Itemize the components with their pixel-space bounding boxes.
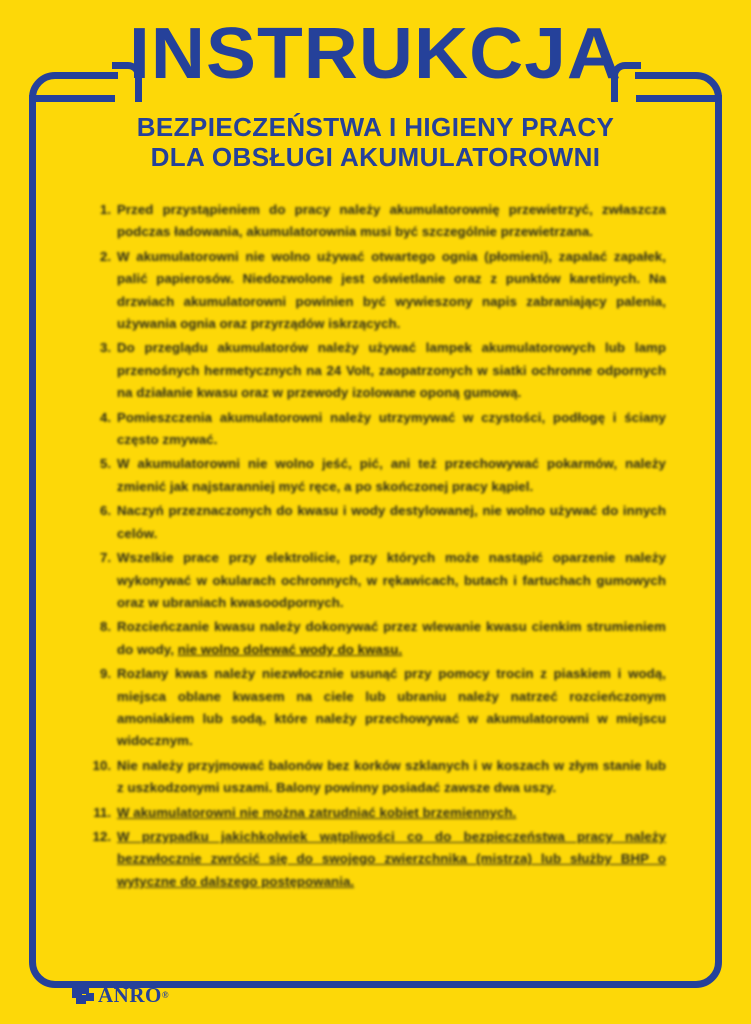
instruction-item <box>88 337 666 404</box>
border-stub-left <box>29 95 115 102</box>
instruction-item <box>88 547 666 614</box>
instruction-text: W akumulatorowni nie wolno używać otwartego ognia (płomieni), zapalać zapałek, palić papierosów. Niedozwolone jest oświetlanie oraz z punktów karetinych. Na drzwiach akumulatorowni powinien być wywieszony napis zabraniający palenia, używania ognia oraz przyrządów iskrzących. <box>117 248 666 332</box>
instruction-text: Do przeglądu akumulatorów należy używać lampek akumulatorowych lub lamp przenośnych hermetycznych na 24 Volt, zaopatrzonych w siatki ochronne odpornych na działanie kwasu oraz w przewody izolowane oponą gumową. <box>117 340 666 401</box>
instruction-item <box>88 500 666 545</box>
instruction-text: W akumulatorowni nie można zatrudniać kobiet brzemiennych. <box>117 804 517 820</box>
anro-blocks-icon <box>72 985 94 1005</box>
instruction-text: Wszelkie prace przy elektrolicie, przy których może nastąpić oparzenie należy wykonywać w okularach ochronnych, w rękawicach, butach i fartuchach gumowych oraz w ubraniach kwasoodpornych. <box>117 550 666 610</box>
border-stub-right <box>636 95 722 102</box>
anro-logo-text: ANRO <box>98 982 162 1007</box>
anro-logo <box>72 982 169 1008</box>
instruction-number: 1. <box>100 202 111 217</box>
page-title: INSTRUKCJA <box>129 14 622 94</box>
instruction-list <box>88 199 666 895</box>
instruction-number: 9. <box>100 666 111 682</box>
instruction-number: 2. <box>100 248 111 264</box>
instruction-number: 7. <box>100 550 111 566</box>
instruction-text: W akumulatorowni nie wolno jeść, pić, ani też przechowywać pokarmów, należy zmienić jak najstaranniej myć ręce, a po skończonej pracy kąpiel. <box>117 456 666 494</box>
instruction-number: 4. <box>100 409 111 425</box>
instruction-number: 5. <box>100 456 111 472</box>
instruction-number: 6. <box>100 503 111 519</box>
instruction-text: Przed przystąpieniem do pracy należy akumulatorownię przewietrzyć, zwłaszcza podczas ładowania, akumulatorownia musi być szczególnie przewietrzana. <box>117 202 666 240</box>
instruction-text: Nie należy przyjmować balonów bez korków szklanych i w koszach w złym stanie lub z uszkodzonymi uszami. Balony powinny posiadać zawsze dwa uszy. <box>117 757 666 796</box>
subtitle-line-1: BEZPIECZEŃSTWA I HIGIENY PRACY <box>136 114 615 142</box>
instruction-item <box>88 755 666 800</box>
instruction-text: Rozlany kwas należy niezwłocznie usunąć przy pomocy trocin z piaskiem i wodą, miejsca oblane kwasem na ciele lub ubraniu należy natrzeć rozcieńczonym amoniakiem lub sodą, które należy przechowywać w akumulatorowni w miejscu widocznym. <box>117 666 666 749</box>
instruction-text <box>117 616 666 661</box>
registered-icon: ® <box>161 990 169 1000</box>
instruction-number: 12. <box>92 828 111 844</box>
instruction-text: Pomieszczenia akumulatorowni należy utrzymywać w czystości, podłogę i ściany często zmywać. <box>117 409 666 448</box>
instruction-item <box>88 802 666 824</box>
instruction-number: 11. <box>93 804 111 820</box>
instruction-item <box>88 616 666 661</box>
instruction-number: 8. <box>100 619 111 635</box>
instruction-item <box>88 826 666 893</box>
instruction-number: 10. <box>92 757 111 773</box>
instruction-text-lead: Rozcieńczanie kwasu należy dokonywać przez wlewanie kwasu cienkim strumieniem do wody, <box>117 619 666 657</box>
instruction-item <box>88 453 666 498</box>
instruction-text: W przypadku jakichkolwiek wątpliwości co do bezpieczeństwa pracy należy bezzwłocznie zwrócić się do swojego zwierzchnika (mistrza) lub służby BHP o wytyczne do dalszego postępowania. <box>117 828 666 889</box>
instruction-item <box>88 246 666 336</box>
instruction-text: Naczyń przeznaczonych do kwasu i wody destylowanej, nie wolno używać do innych celów. <box>117 503 666 541</box>
instruction-item <box>88 199 666 244</box>
instruction-item <box>88 407 666 452</box>
instruction-number: 3. <box>100 340 111 356</box>
page-subtitle <box>0 113 751 173</box>
instruction-text-emphasis: nie wolno dolewać wody do kwasu. <box>177 641 403 657</box>
instruction-item <box>88 663 666 753</box>
subtitle-line-2: DLA OBSŁUGI AKUMULATOROWNI <box>150 144 601 172</box>
